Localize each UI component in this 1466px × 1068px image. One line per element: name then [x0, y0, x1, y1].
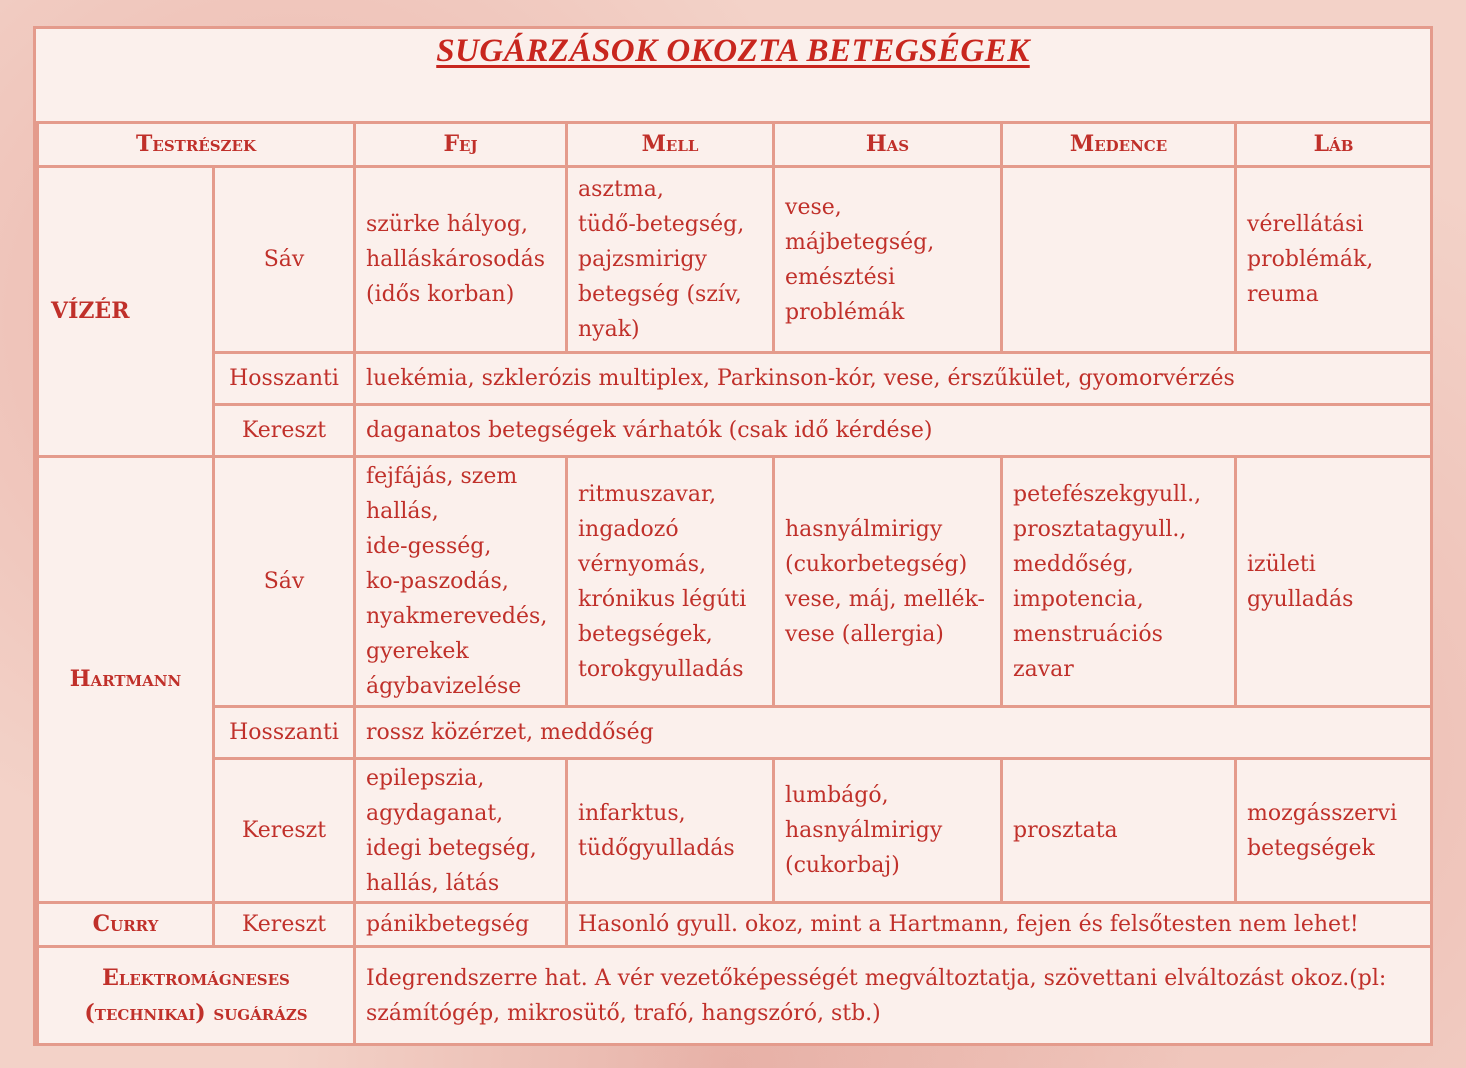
cell-vizer-sav-medence: [1002, 167, 1236, 353]
cell-curry-kereszt-fej: pánikbetegség: [355, 903, 567, 947]
cell-vizer-sav-lab: vérellátási problémák, reuma: [1236, 167, 1432, 353]
cell-hartmann-sav-has: hasnyálmirigy (cukorbetegség) vese, máj, mellék- vese (allergia): [774, 457, 1002, 707]
sub-label-sav: Sáv: [214, 457, 355, 707]
cell-hartmann-hosszanti: rossz közérzet, meddőség: [355, 707, 1432, 759]
row-label-curry: Curry: [38, 903, 214, 947]
row-label-hartmann: Hartmann: [38, 457, 214, 903]
cell-elektro: Idegrendszerre hat. A vér vezetőképességét megváltoztatja, szövettani elváltozást okoz.(pl: számítógép, mikrosütő, trafó, hangszóró, stb.): [355, 947, 1432, 1045]
cell-vizer-hosszanti: luekémia, szklerózis multiplex, Parkinson-kór, vese, érszűkület, gyomorvérzés: [355, 353, 1432, 405]
sub-label-sav: Sáv: [214, 167, 355, 353]
header-mell: Mell: [567, 123, 774, 167]
sub-label-kereszt: Kereszt: [214, 405, 355, 457]
row-label-elektro: Elektromágneses (technikai) sugárázs: [38, 947, 355, 1045]
table-row: [38, 947, 1432, 1045]
table-row: [38, 759, 1432, 903]
sub-label-hosszanti: Hosszanti: [214, 353, 355, 405]
sub-label-kereszt: Kereszt: [214, 759, 355, 903]
disease-table: [36, 121, 1433, 1046]
sub-label-hosszanti: Hosszanti: [214, 707, 355, 759]
header-fej: Fej: [355, 123, 567, 167]
cell-vizer-kereszt: daganatos betegségek várhatók (csak idő kérdése): [355, 405, 1432, 457]
cell-hartmann-sav-medence: petefészekgyull., prosztatagyull., meddőség, impotencia, menstruációs zavar: [1002, 457, 1236, 707]
cell-hartmann-sav-lab: izületi gyulladás: [1236, 457, 1432, 707]
row-label-vizer: VÍZÉR: [38, 167, 214, 457]
table-row: [38, 903, 1432, 947]
cell-vizer-sav-has: vese, májbetegség, emésztési problémák: [774, 167, 1002, 353]
cell-hartmann-sav-fej: fejfájás, szem hallás, ide-gesség, ko-paszodás, nyakmerevedés, gyerekek ágybavizelése: [355, 457, 567, 707]
cell-curry-kereszt-rest: Hasonló gyull. okoz, mint a Hartmann, fejen és felsőtesten nem lehet!: [567, 903, 1432, 947]
cell-hartmann-kereszt-has: lumbágó, hasnyálmirigy (cukorbaj): [774, 759, 1002, 903]
table-row: [38, 457, 1432, 707]
header-medence: Medence: [1002, 123, 1236, 167]
header-testreszek: Testrészek: [38, 123, 355, 167]
header-has: Has: [774, 123, 1002, 167]
table-row: [38, 167, 1432, 353]
header-row: [38, 123, 1432, 167]
sub-label-kereszt: Kereszt: [214, 903, 355, 947]
title-area: [36, 29, 1430, 121]
cell-hartmann-sav-mell: ritmuszavar, ingadozó vérnyomás, krónikus légúti betegségek, torokgyulladás: [567, 457, 774, 707]
cell-hartmann-kereszt-lab: mozgásszervi betegségek: [1236, 759, 1432, 903]
cell-hartmann-kereszt-fej: epilepszia, agydaganat, idegi betegség, hallás, látás: [355, 759, 567, 903]
cell-hartmann-kereszt-mell: infarktus, tüdőgyulladás: [567, 759, 774, 903]
table-row: [38, 353, 1432, 405]
cell-vizer-sav-mell: asztma, tüdő-betegség, pajzsmirigy betegség (szív, nyak): [567, 167, 774, 353]
cell-vizer-sav-fej: szürke hályog, halláskárosodás (idős korban): [355, 167, 567, 353]
table-frame: [33, 26, 1433, 1046]
cell-hartmann-kereszt-medence: prosztata: [1002, 759, 1236, 903]
page-title: SUGÁRZÁSOK OKOZTA BETEGSÉGEK: [436, 33, 1030, 69]
header-lab: Láb: [1236, 123, 1432, 167]
table-row: [38, 707, 1432, 759]
table-row: [38, 405, 1432, 457]
